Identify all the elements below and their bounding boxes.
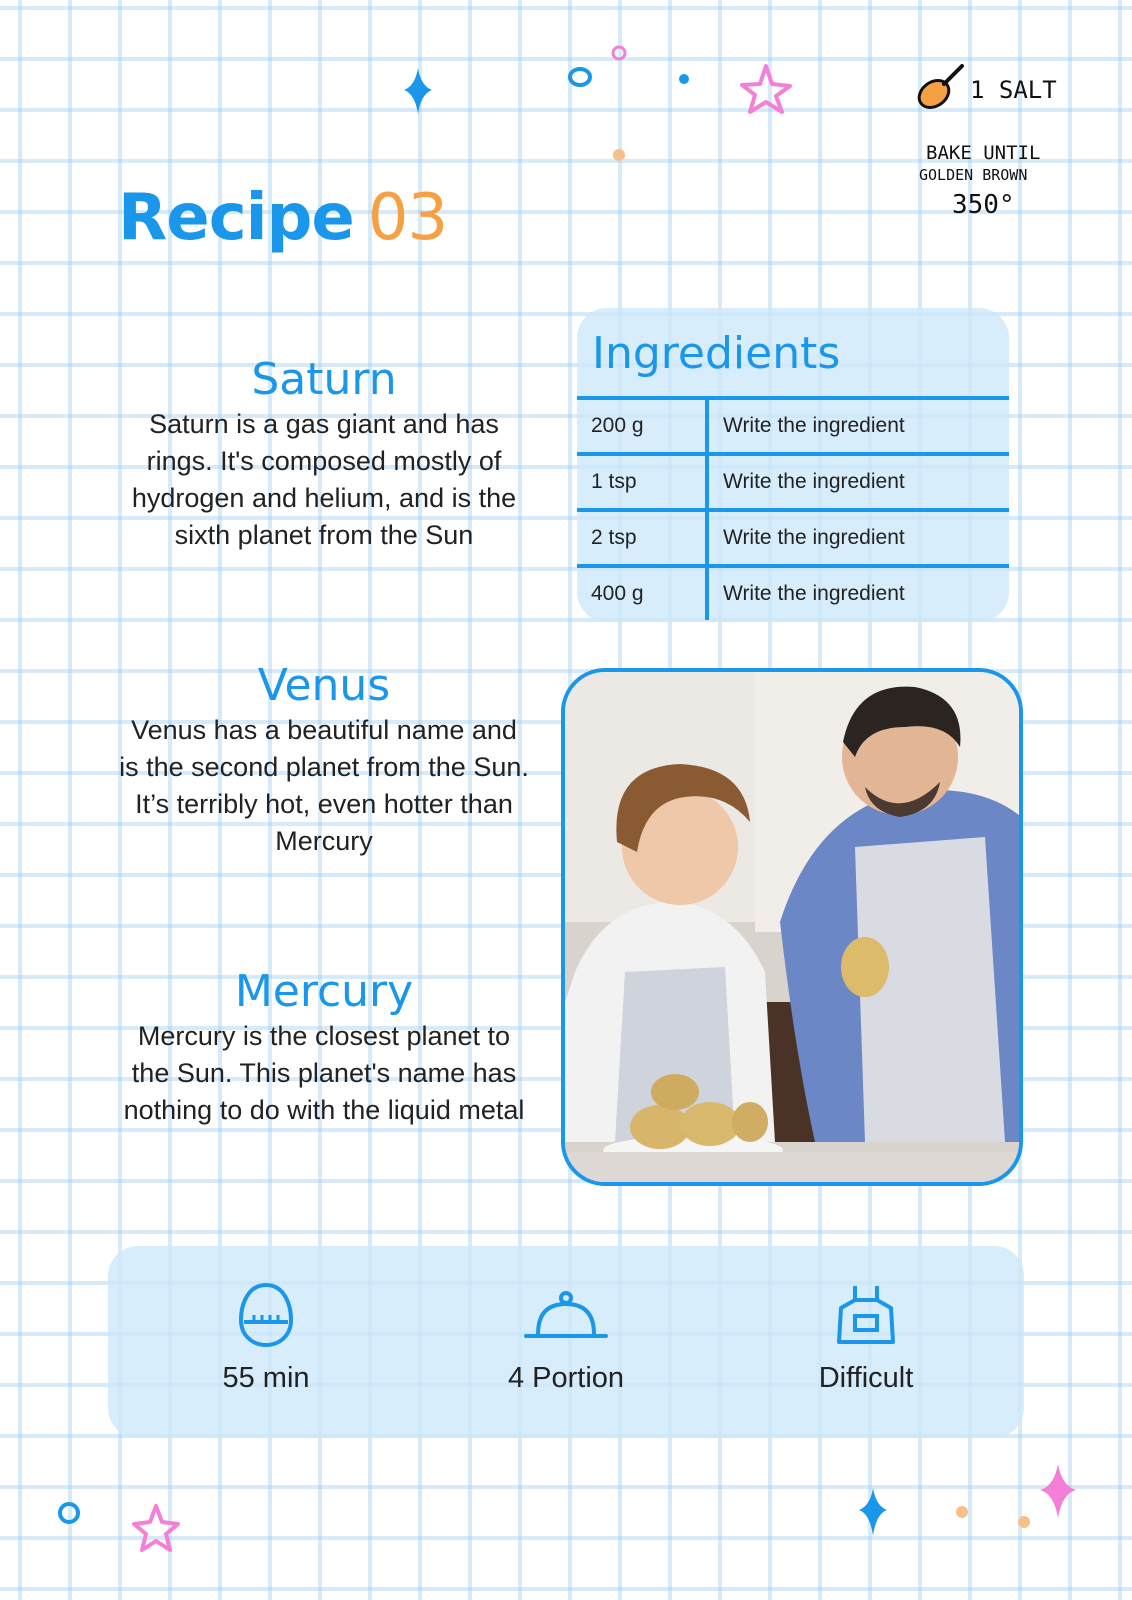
ingredient-qty: 200 g xyxy=(577,398,707,454)
title-number: 03 xyxy=(367,181,448,255)
sparkle-icon xyxy=(859,1488,887,1536)
dot-doodle xyxy=(679,74,689,84)
spoon-icon xyxy=(914,66,962,113)
info-portion xyxy=(436,1282,696,1395)
difficulty-label: Difficult xyxy=(818,1362,914,1394)
dot-doodle xyxy=(956,1506,968,1518)
section-body: Venus has a beautiful name and is the second planet from the Sun. It’s terribly hot, even hotter than Mercury xyxy=(119,715,529,857)
info-time xyxy=(136,1282,396,1395)
section-venus xyxy=(118,662,530,860)
info-difficulty xyxy=(736,1282,996,1395)
circle-doodle xyxy=(570,69,590,85)
section-body: Saturn is a gas giant and has rings. It's composed mostly of hydrogen and helium, and is the sixth planet from the Sun xyxy=(131,409,517,551)
ingredient-name: Write the ingredient xyxy=(707,566,1009,620)
dot-doodle xyxy=(1018,1516,1030,1528)
table-row xyxy=(577,566,1009,620)
ingredient-qty: 2 tsp xyxy=(577,510,707,566)
page-title xyxy=(118,181,448,255)
photo-illustration xyxy=(565,672,1023,1186)
portion-label: 4 Portion xyxy=(507,1362,625,1394)
ingredient-name: Write the ingredient xyxy=(707,454,1009,510)
cooking-photo xyxy=(561,668,1023,1186)
section-mercury xyxy=(118,968,530,1129)
time-label: 55 min xyxy=(222,1362,310,1394)
section-heading: Venus xyxy=(257,660,391,711)
section-heading: Saturn xyxy=(251,354,397,405)
apron-icon xyxy=(833,1282,899,1348)
sparkle-icon xyxy=(404,68,432,114)
star-icon xyxy=(134,1506,178,1550)
table-row xyxy=(577,454,1009,510)
timer-icon xyxy=(238,1282,294,1348)
circle-doodle xyxy=(60,1504,78,1522)
table-row xyxy=(577,510,1009,566)
section-heading: Mercury xyxy=(234,966,414,1017)
temperature-note: 350° xyxy=(952,190,1015,220)
ingredients-table xyxy=(577,396,1009,620)
circle-doodle xyxy=(613,47,625,59)
cloche-icon xyxy=(524,1282,608,1348)
dot-doodle xyxy=(613,149,625,161)
section-saturn xyxy=(118,356,530,554)
ingredient-qty: 1 tsp xyxy=(577,454,707,510)
ingredient-name: Write the ingredient xyxy=(707,510,1009,566)
table-row xyxy=(577,398,1009,454)
salt-note: 1 SALT xyxy=(970,76,1057,104)
bake-note-line2: GOLDEN BROWN xyxy=(919,166,1028,184)
ingredients-title: Ingredients xyxy=(592,328,841,379)
bake-note-line1: BAKE UNTIL xyxy=(926,142,1041,164)
title-word: Recipe xyxy=(118,181,354,255)
section-body: Mercury is the closest planet to the Sun. This planet's name has nothing to do with the liquid metal xyxy=(123,1021,525,1126)
ingredient-qty: 400 g xyxy=(577,566,707,620)
star-icon xyxy=(742,66,790,112)
ingredient-name: Write the ingredient xyxy=(707,398,1009,454)
sparkle-icon xyxy=(1040,1464,1076,1518)
